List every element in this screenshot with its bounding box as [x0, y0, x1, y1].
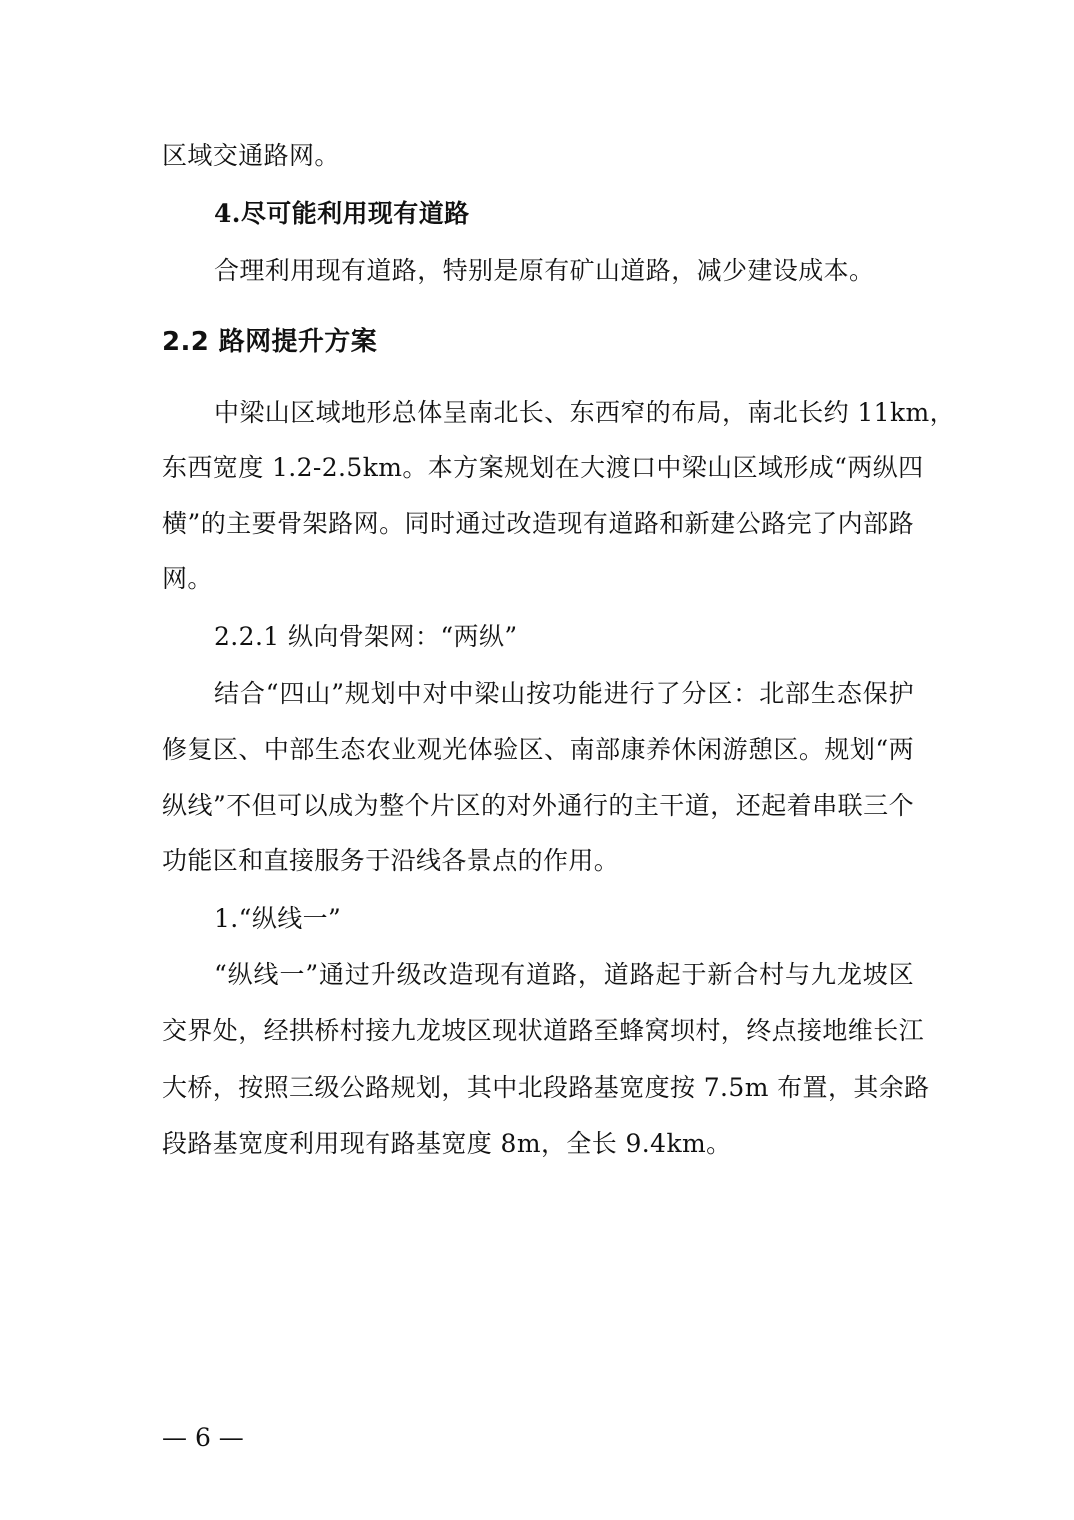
paragraph-line: 东西宽度 1.2-2.5km。本方案规划在大渡口中梁山区域形成“两纵四 [162, 453, 924, 482]
paragraph-line: 修复区、中部生态农业观光体验区、南部康养休闲游憩区。规划“两 [162, 735, 914, 764]
paragraph-line: 区域交通路网。 [162, 141, 340, 170]
paragraph-line: 横”的主要骨架路网。同时通过改造现有道路和新建公路完了内部路 [162, 509, 914, 538]
paragraph-line: 大桥，按照三级公路规划，其中北段路基宽度按 7.5m 布置，其余路 [162, 1073, 930, 1102]
paragraph-line: 中梁山区域地形总体呈南北长、东西窄的布局，南北长约 11km， [214, 398, 956, 427]
paragraph-line: 功能区和直接服务于沿线各景点的作用。 [162, 846, 620, 875]
list-item-heading: 1.“纵线一” [214, 904, 342, 933]
paragraph-line: “纵线一”通过升级改造现有道路，道路起于新合村与九龙坡区 [214, 960, 914, 989]
paragraph-line: 网。 [162, 564, 213, 593]
paragraph-line: 结合“四山”规划中对中梁山按功能进行了分区：北部生态保护 [214, 679, 914, 708]
section-heading-2-2: 2.2 路网提升方案 [162, 327, 378, 357]
paragraph-line: 段路基宽度利用现有路基宽度 8m，全长 9.4km。 [162, 1129, 732, 1158]
paragraph-line: 合理利用现有道路，特别是原有矿山道路，减少建设成本。 [214, 256, 875, 285]
paragraph-line: 纵线”不但可以成为整个片区的对外通行的主干道，还起着串联三个 [162, 791, 914, 820]
paragraph-line: 交界处，经拱桥村接九龙坡区现状道路至蜂窝坝村，终点接地维长江 [162, 1016, 925, 1045]
page-number: — 6 — [162, 1423, 244, 1452]
subsection-heading-2-2-1: 2.2.1 纵向骨架网：“两纵” [214, 622, 518, 651]
subheading-principle-4: 4.尽可能利用现有道路 [214, 199, 470, 228]
